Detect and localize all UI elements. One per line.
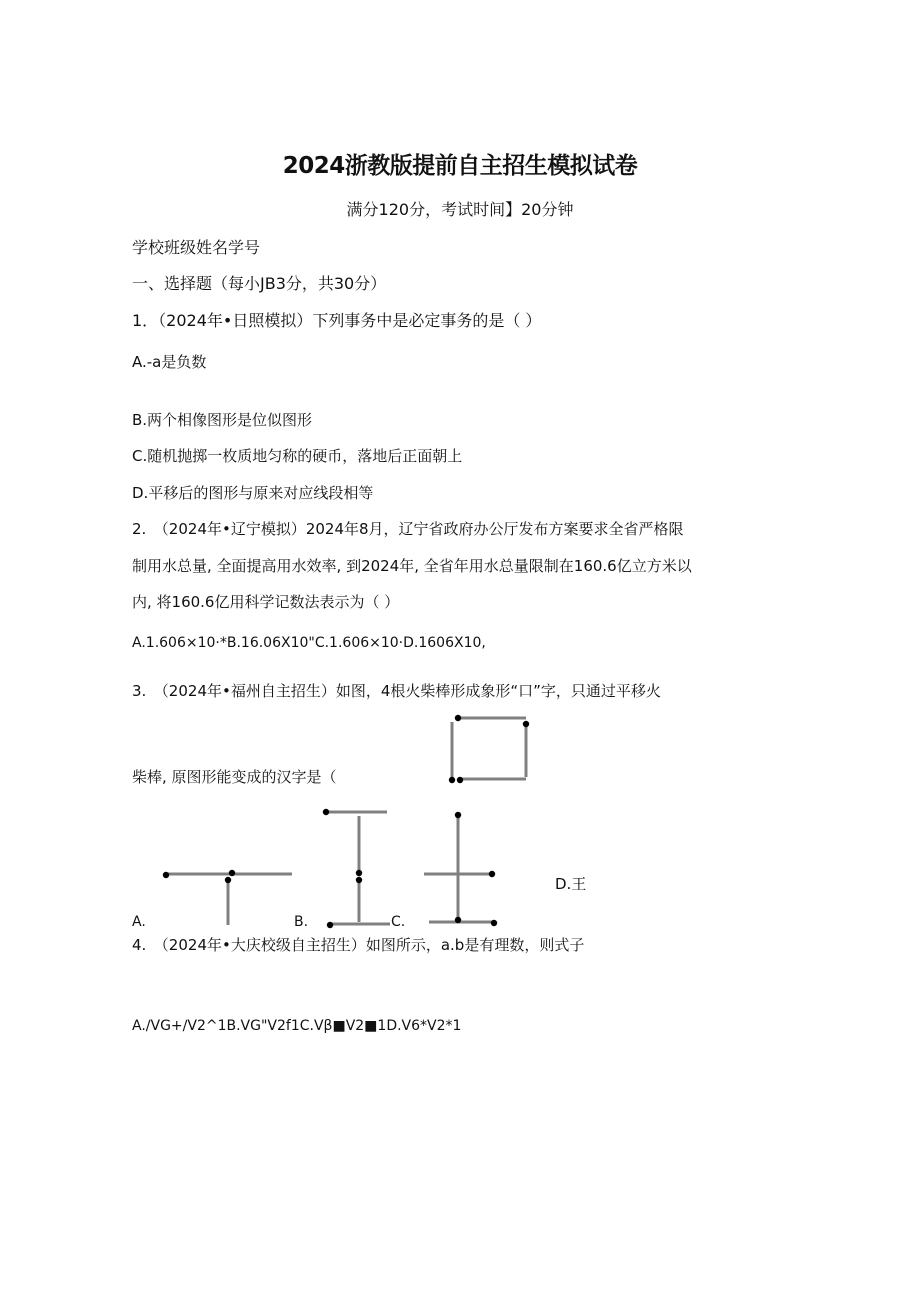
question-2-stem-line-2: 制用水总量, 全面提高用水效率, 到2024年, 全省年用水总量限制在160.6亿立方米以 [132, 557, 692, 575]
question-1-option-b: B.两个相像图形是位似图形 [132, 411, 313, 429]
student-info-line: 学校班级姓名学号 [132, 238, 261, 257]
section-heading: 一、选择题（每小JB3分，共30分） [132, 274, 387, 293]
option-c-figure [424, 815, 494, 922]
question-1-option-c: C.随机抛掷一枚质地匀称的硬币，落地后正面朝上 [132, 447, 463, 465]
question-2-stem-line-3: 内, 将160.6亿用科学记数法表示为（ ） [132, 593, 400, 611]
question-3-option-a-label: A. [132, 914, 146, 930]
question-4-stem: 4. （2024年•大庆校级自主招生）如图所示，a.b是有理数，则式子 [132, 936, 585, 954]
question-3-stem-line-1: 3. （2024年•福州自主招生）如图，4根火柴棒形成象形“口”字，只通过平移火 [132, 682, 661, 700]
exam-subtitle: 满分120分，考试时间】20分钟 [346, 200, 574, 219]
question-3-option-c-label: C. [391, 914, 406, 930]
original-kou-figure [452, 718, 526, 779]
option-b-figure [326, 812, 390, 924]
question-3-option-d-label: D.王 [555, 875, 587, 893]
question-1-option-a: A.-a是负数 [132, 353, 207, 371]
question-4-options: A.∕VG+∕V2^1B.VG"V2f1C.Vβ■V2■1D.V6*V2*1 [132, 1018, 462, 1034]
question-3-option-b-label: B. [294, 914, 309, 930]
question-2-options: A.1.606×10·*B.16.06X10"C.1.606×10·D.1606X10, [132, 635, 486, 651]
question-1-option-d: D.平移后的图形与原来对应线段相等 [132, 484, 374, 502]
exam-title: 2024浙教版提前自主招生模拟试卷 [282, 153, 638, 179]
question-2-stem-line-1: 2. （2024年•辽宁模拟）2024年8月，辽宁省政府办公厅发布方案要求全省严格限 [132, 520, 684, 538]
question-1-stem: 1．（2024年•日照模拟）下列事务中是必定事务的是（ ） [132, 311, 542, 330]
question-3-stem-line-2: 柴棒, 原图形能变成的汉字是（ [132, 768, 337, 786]
